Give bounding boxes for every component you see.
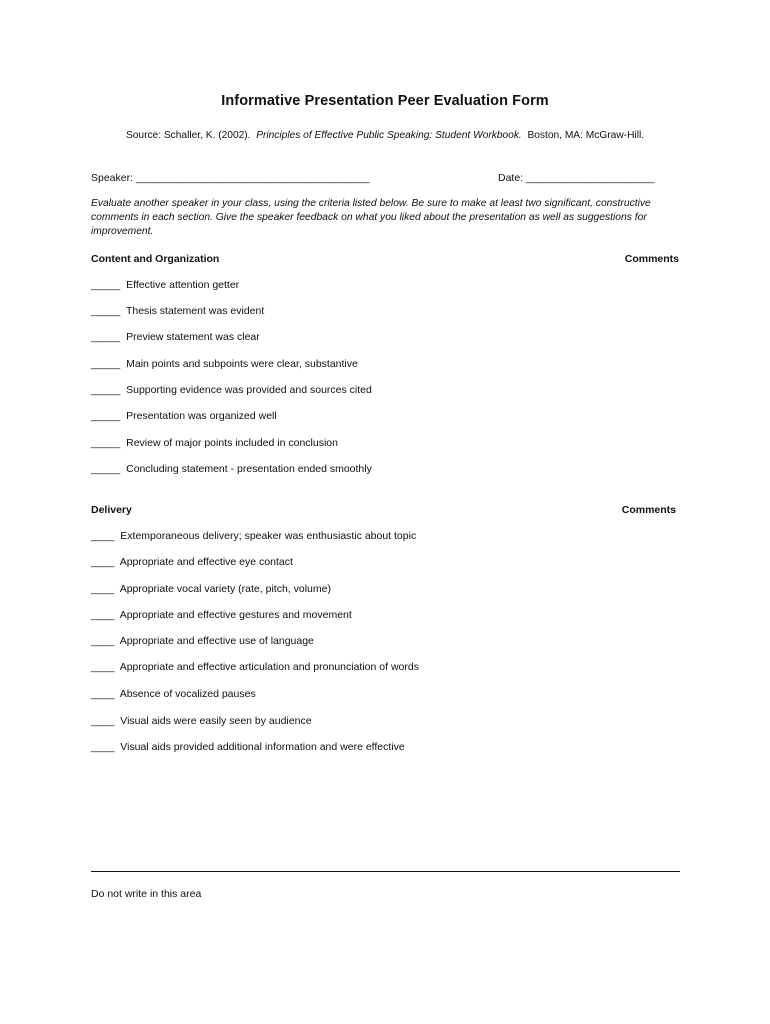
content-item[interactable] — [91, 305, 264, 317]
content-item[interactable] — [91, 410, 277, 422]
rating-blank[interactable]: ____ — [91, 715, 115, 727]
criterion-label: Visual aids were easily seen by audience — [120, 715, 312, 727]
criterion-label: Review of major points included in conclusion — [126, 437, 338, 449]
criterion-label: Presentation was organized well — [126, 410, 277, 422]
rating-blank[interactable]: _____ — [91, 384, 121, 396]
criterion-label: Concluding statement - presentation ended smoothly — [126, 463, 372, 475]
delivery-section-heading: Delivery — [91, 504, 132, 516]
rating-blank[interactable]: _____ — [91, 279, 121, 291]
delivery-item[interactable] — [91, 635, 314, 647]
speaker-blank[interactable]: ________________________________________ — [135, 172, 370, 184]
rating-blank[interactable]: ____ — [91, 609, 115, 621]
delivery-item[interactable] — [91, 661, 419, 673]
divider-line — [91, 871, 680, 872]
rating-blank[interactable]: ____ — [91, 556, 115, 568]
criterion-label: Extemporaneous delivery; speaker was enthusiastic about topic — [120, 530, 417, 542]
criterion-label: Appropriate and effective use of language — [119, 635, 314, 647]
criterion-label: Appropriate and effective articulation and pronunciation of words — [119, 661, 419, 673]
rating-blank[interactable]: ____ — [91, 661, 115, 673]
source-prefix: Source: Schaller, K. (2002). — [125, 130, 251, 141]
rating-blank[interactable]: _____ — [91, 331, 121, 343]
delivery-item[interactable] — [91, 556, 293, 568]
rating-blank[interactable]: ____ — [91, 635, 115, 647]
delivery-comments-heading: Comments — [621, 504, 676, 516]
criterion-label: Appropriate and effective eye contact — [119, 556, 293, 568]
delivery-item[interactable] — [91, 530, 416, 542]
criterion-label: Visual aids provided additional information and were effective — [120, 741, 405, 753]
delivery-item[interactable] — [91, 609, 352, 621]
delivery-item[interactable] — [91, 583, 331, 595]
page-title: Informative Presentation Peer Evaluation Form — [221, 93, 549, 109]
source-citation — [0, 130, 770, 141]
content-comments-heading: Comments — [624, 253, 679, 265]
criterion-label: Supporting evidence was provided and sources cited — [126, 384, 372, 396]
criterion-label: Main points and subpoints were clear, substantive — [126, 358, 358, 370]
criterion-label: Appropriate vocal variety (rate, pitch, volume) — [119, 583, 331, 595]
content-item[interactable] — [91, 331, 260, 343]
rating-blank[interactable]: _____ — [91, 410, 121, 422]
rating-blank[interactable]: ____ — [91, 583, 115, 595]
source-suffix: Boston, MA: McGraw-Hill. — [527, 130, 645, 141]
criterion-label: Effective attention getter — [126, 279, 240, 291]
source-book-title: Principles of Effective Public Speaking: Student Workbook. — [256, 130, 522, 141]
delivery-item[interactable] — [91, 741, 405, 753]
speaker-field[interactable] — [91, 172, 370, 184]
rating-blank[interactable]: ____ — [91, 530, 115, 542]
criterion-label: Absence of vocalized pauses — [119, 688, 256, 700]
delivery-item[interactable] — [91, 688, 256, 700]
criterion-label: Preview statement was clear — [126, 331, 260, 343]
delivery-item[interactable] — [91, 715, 312, 727]
rating-blank[interactable]: ____ — [91, 688, 115, 700]
content-item[interactable] — [91, 437, 338, 449]
date-field[interactable] — [498, 172, 655, 184]
content-item[interactable] — [91, 358, 358, 370]
content-section-heading: Content and Organization — [91, 253, 220, 265]
instructions-text: Evaluate another speaker in your class, using the criteria listed below. Be sure to make at least two significant, constructive comments in each section. Give the speaker feedback on what you liked about the presentation as well as suggestions for improvement. — [91, 198, 651, 237]
rating-blank[interactable]: _____ — [91, 463, 121, 475]
speaker-label: Speaker: — [91, 172, 134, 184]
rating-blank[interactable]: _____ — [91, 437, 121, 449]
content-item[interactable] — [91, 384, 372, 396]
rating-blank[interactable]: _____ — [91, 358, 121, 370]
rating-blank[interactable]: ____ — [91, 741, 115, 753]
date-label: Date: — [498, 172, 524, 184]
criterion-label: Thesis statement was evident — [125, 305, 265, 317]
footer-note: Do not write in this area — [91, 888, 202, 900]
criterion-label: Appropriate and effective gestures and movement — [119, 609, 352, 621]
content-item[interactable] — [91, 279, 239, 291]
content-item[interactable] — [91, 463, 372, 475]
rating-blank[interactable]: _____ — [91, 305, 121, 317]
date-blank[interactable]: ______________________ — [526, 172, 655, 184]
